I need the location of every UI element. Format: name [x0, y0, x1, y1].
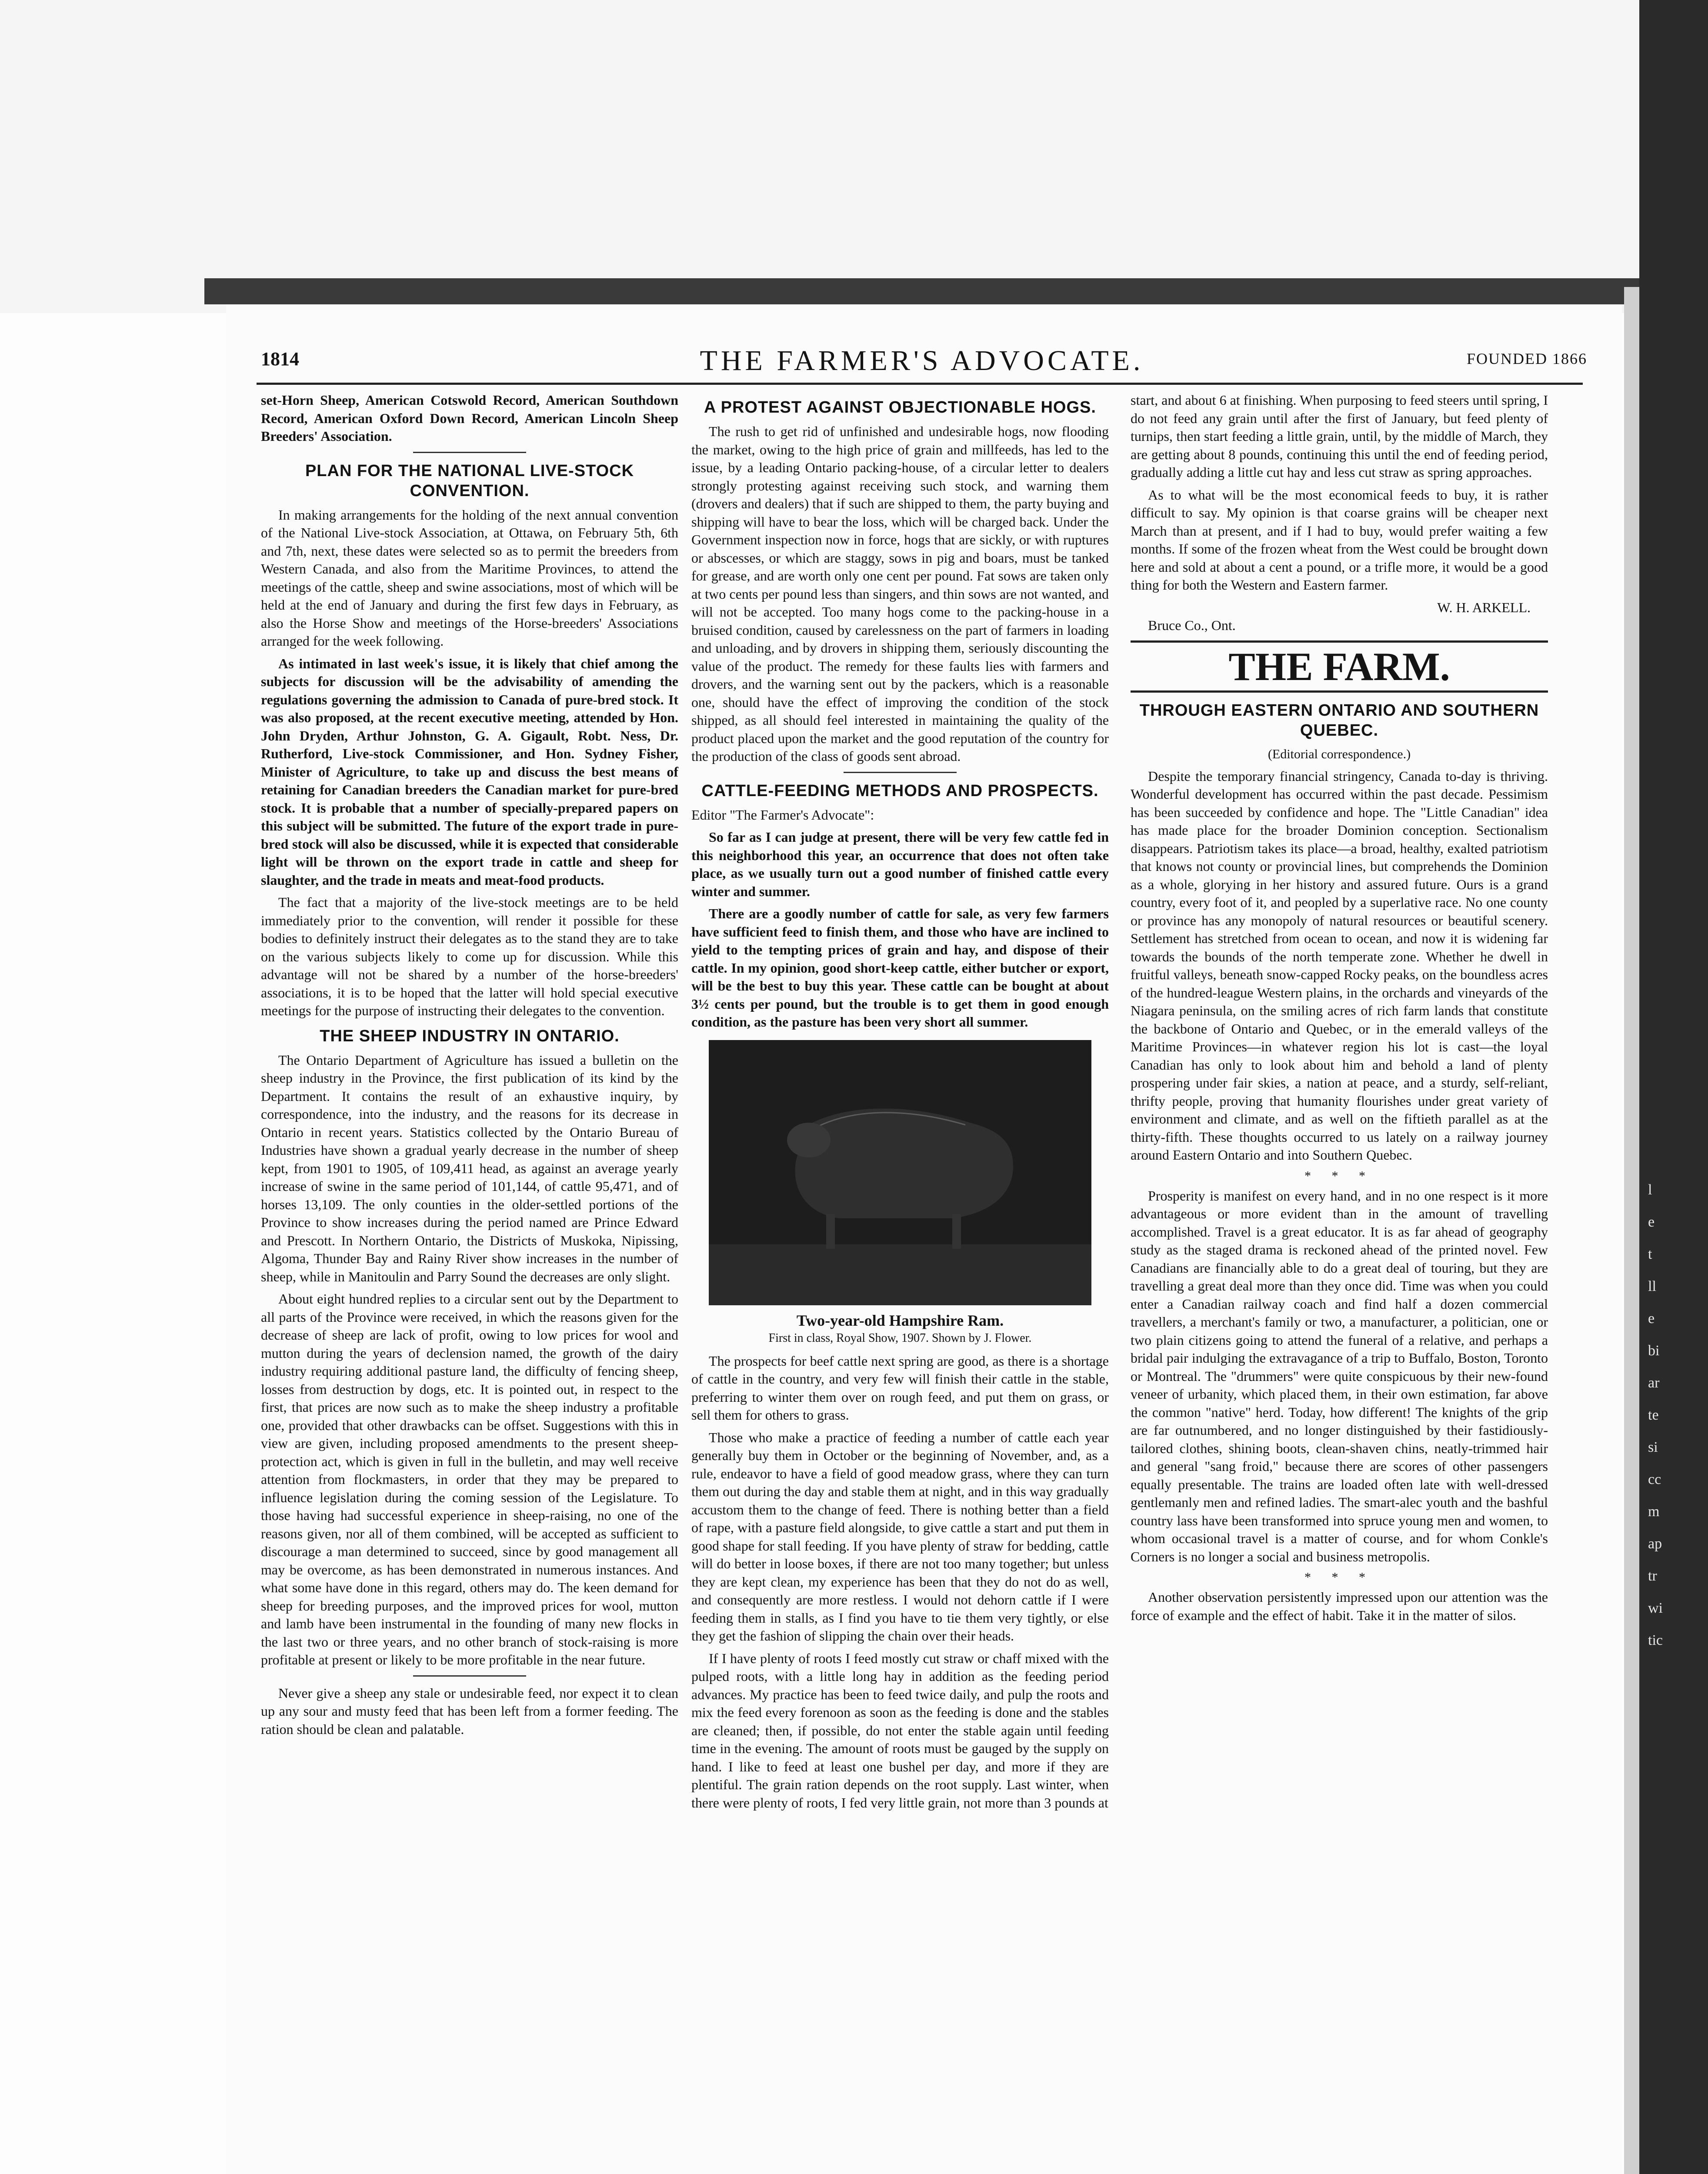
paragraph: The prospects for beef cattle next spring are good, as there is a shortage of cattle in the country, and very few will finish their cattle in the stable, preferring to winter them over on rough feed, and put them on grass, or sell them for others to grass. — [691, 1353, 1109, 1423]
paragraph: About eight hundred replies to a circular sent out by the Department to all parts of the Province were received, in which the reasons given for the decrease of sheep are lack of profit, owing to low prices for wool and mutton during the years of declension named, the growth of the dairy industry requiring additional pasture land, the difficulty of fencing sheep, losses from destruction by dogs, etc. It is pointed out, in respect to the first, that prices are now such as to make the sheep industry a profitable one, provided that other drawbacks can be offset. Suggestions with this in view are given, including proposed amendments to the present sheep-protection act, which is given in full in the bulletin, and may well receive attention from flockmasters, in order that they may be prepared to influence legislation during the coming session of the Legislature. To those having had successful experience in sheep-raising, no one of the reasons given, nor all of them combined, will be accepted as sufficient to discourage a man determined to succeed, since by good management all may be overcome, as has been demonstrated in numerous instances. And what some have done in this regard, others may do. The keen demand for sheep for breeding purposes, and the improved prices for wool, mutton and lamb have been instrumental in the founding of many new flocks in the last two or three years, and no other branch of stock-raising is more profitable at present or likely to be more profitable in the near future. — [261, 1291, 678, 1667]
fragment: te — [1648, 1407, 1659, 1423]
fragment: bi — [1648, 1343, 1660, 1359]
paragraph: Despite the temporary financial stringency, Canada to-day is thriving. Wonderful development has occurred within the past decade. Pessimism has been succeeded by confidence and hope. The "Little Canadian" idea has made place for the broader Dominion conception. Sectionalism disappears. Patriotism takes its place—a broad, healthy, exalted patriotism that knows not county or provincial lines, but comprehends the Dominion as a whole, glorying in her history and assured future. Ours is a grand country, every foot of it, and peopled by a superlative race. No one county or province has any monopoly of natural resources or beautiful scenery. Settlement has stretched from ocean to ocean, and now it is widening far towards the bounds of the north temperate zone. Whether he dwell in fruitful valleys, beneath snow-capped Rocky peaks, on the boundless acres of the hundred-league Western plains, in the orchards and vineyards of the Niagara peninsula, on the smiling acres of rich farm lands that constitute the backbone of Ontario and Quebec, or in the emerald valleys of the Maritime Provinces—in whatever region his lot is cast—the loyal Canadian has only to look about him and behold a land of plenty prospering under fair skies, a nation at peace, and a sturdy, self-reliant, thrifty people, proving that humanity flourishes under great variety of environment and climate, and as well on the fiftieth parallel as at the thirty-fifth. These thoughts occurred to us lately on a railway journey around Eastern Ontario and into Southern Quebec. — [1131, 768, 1548, 1163]
section-stars: * * * — [1304, 1168, 1374, 1183]
headline-eastern-ontario: THROUGH EASTERN ONTARIO AND SOUTHERN QUEBEC. — [1139, 701, 1539, 740]
scan-background-top — [0, 0, 1708, 313]
photo-caption-credit: First in class, Royal Show, 1907. Shown by J. Flower. — [768, 1331, 1032, 1345]
header-rule — [257, 383, 1583, 385]
column-2 — [691, 391, 1109, 1816]
fragment: t — [1648, 1246, 1652, 1262]
column-1 — [261, 391, 678, 1743]
divider — [413, 1675, 526, 1677]
paragraph: The fact that a majority of the live-stock meetings are to be held immediately prior to the convention, will render it possible for these bodies to definitely instruct their delegates as to the stand they are to take on the various subjects likely to come up for discussion. While this advantage will not be shared by a number of the horse-breeders' associations, it is to be hoped that the latter will hold special executive meetings for the purpose of instructing their delegates to the convention. — [261, 894, 678, 1018]
photo-hampshire-ram — [709, 1040, 1091, 1305]
page-number: 1814 — [261, 348, 299, 370]
fragment: l — [1648, 1182, 1652, 1198]
continuation-text: set-Horn Sheep, American Cotswold Record, American Southdown Record, American Oxford Down Record, American Lincoln Sheep Breeders' Association. — [261, 392, 678, 444]
founded-note: FOUNDED 1866 — [1466, 350, 1587, 367]
editorial-note: (Editorial correspondence.) — [1268, 747, 1411, 761]
signature-place: Bruce Co., Ont. — [1148, 617, 1236, 633]
salutation: Editor "The Farmer's Advocate": — [691, 807, 874, 823]
page-header — [244, 343, 1600, 383]
fragment: ar — [1648, 1375, 1660, 1391]
filler-paragraph: Never give a sheep any stale or undesirable feed, nor expect it to clean up any sour and musty feed that has been left from a former feeding. The ration should be clean and palatable. — [261, 1685, 678, 1737]
column-3 — [1131, 391, 1548, 1629]
section-title-the-farm: THE FARM. — [1131, 640, 1548, 693]
paragraph: Prosperity is manifest on every hand, and in no one respect is it more advantageous or more evident than in the amount of travelling accomplished. Travel is a great educator. It is as far ahead of geography study as the staged drama is reckoned ahead of the printed novel. Few Canadians are financially able to do a great deal of touring, but they are travelling a great deal more than they once did. Time was when you could enter a Canadian railway coach and find half a dozen commercial travellers, a merchant's family or two, a manufacturer, a politician, one or two plain citizens going to attend the funeral of a relative, and perhaps a bridal pair indulging the extravagance of a trip to Buffalo, Boston, Toronto or Montreal. The "drummers" were quite conspicuous by their new-found veneer of urbanity, which placed them, in their own estimation, far above the common "native" herd. Today, how different! The knights of the grip are far outnumbered, and no longer distinguished by their fastidiously-tailored clothes, shining boots, clean-shaven chins, neatly-trimmed hair and general "sang froid," because there are scores of other passengers equally presentable. The trains are loaded often late with well-dressed gentlemanly men and refined ladies. The smart-alec youth and the bashful country lass have been transformed into spruce young men and women, to whom occasional travel is a matter of course, and for whom Conkle's Corners is no longer a social and business metropolis. — [1131, 1187, 1548, 1564]
fragment: wi — [1648, 1600, 1663, 1616]
section-stars: * * * — [1304, 1570, 1374, 1584]
scan-background-right — [1639, 0, 1708, 2174]
paragraph: There are a goodly number of cattle for sale, as very few farmers have sufficient feed to finish them, and those who have are inclined to yield to the tempting prices of grain and hay, and dispose of their cattle. In my opinion, good short-keep cattle, either butcher or export, will be the best to buy this year. These cattle can be bought at about 3½ cents per pound, but the trouble is to get them in good enough condition, as the pasture has been very short all summer. — [691, 906, 1109, 1030]
headline-objectionable-hogs: A PROTEST AGAINST OBJECTIONABLE HOGS. — [704, 398, 1096, 417]
paragraph: As to what will be the most economical feeds to buy, it is rather difficult to say. My opinion is that coarse grains will be cheaper next March than at present, and if I had to buy, would prefer waiting a few months. If some of the frozen wheat from the West could be brought down here and sold at about a cent a pound, or a trifle more, it would be a good thing for both the Western and Eastern farmer. — [1131, 487, 1548, 593]
fragment: m — [1648, 1504, 1660, 1520]
headline-livestock-convention: PLAN FOR THE NATIONAL LIVE-STOCK CONVENTION. — [305, 461, 634, 500]
photo-caption-title: Two-year-old Hampshire Ram. — [796, 1311, 1004, 1329]
divider — [413, 452, 526, 453]
fragment: ap — [1648, 1536, 1662, 1552]
masthead: THE FARMER'S ADVOCATE. — [700, 345, 1144, 377]
headline-cattle-feeding: CATTLE-FEEDING METHODS AND PROSPECTS. — [701, 781, 1099, 800]
paragraph: The Ontario Department of Agriculture has issued a bulletin on the sheep industry in the Province, the first publication of its kind by the Department. It contains the result of an exhaustive inquiry, by correspondence, into the industry, and the reasons for its decrease in Ontario in recent years. Statistics collected by the Ontario Bureau of Industries have shown a gradual yearly decrease in the number of sheep kept, from 1901 to 1905, of 109,411 head, as against an average yearly increase of swine in the same period of 101,144, of cattle 95,471, and of horses 13,109. The only counties in the older-settled portions of the Province to show increases during the period named are Prince Edward and Prescott. In Northern Ontario, the Districts of Muskoka, Nipissing, Algoma, Thunder Bay and Rainy River show increases in the number of sheep, while in Manitoulin and Parry Sound the decreases are only slight. — [261, 1052, 678, 1284]
signature-name: W. H. ARKELL. — [1437, 599, 1531, 615]
paragraph: So far as I can judge at present, there will be very few cattle fed in this neighborhood this year, an occurrence that does not often take place, as we usually turn out a good number of finished cattle every winter and summer. — [691, 829, 1109, 899]
ram-photo-image — [709, 1040, 1091, 1305]
paragraph: If I have plenty of roots I feed mostly cut straw or chaff mixed with the pulped roots, with a little long hay in addition as the feeding period advances. My practice has been to feed twice daily, and pulp the roots and mix the feed every forenoon as soon as the feeding is done and the stables are cleaned; then, if possible, do not enter the stable again until feeding time in the evening. The amount of roots must be gauged by the supply on hand. I like to feed at least one bushel per day, and more if they are plentiful. The grain ration depends on the root supply. Last winter, when there were plenty of roots, I fed very little grain, not more than 3 pounds at — [691, 1650, 1109, 1811]
scan-shadow-top — [204, 278, 1639, 304]
fragment: si — [1648, 1439, 1658, 1455]
paragraph: Those who make a practice of feeding a number of cattle each year generally buy them in October or the beginning of November, and, as a rule, endeavor to have a field of good meadow grass, where they can turn them out during the day and stable them at night, and in this way gradually accustom them to the change of feed. There is nothing better than a field of rape, with a pasture field alongside, to give cattle a start and put them in good shape for stall feeding. If you have plenty of straw for bedding, cattle will do better in loose boxes, if there are not too many together; but unless they are kept clean, my experience has been that they do not do as well, and consequently are more restless. I would not dehorn cattle if I were feeding them in stalls, as I find you have to tie them very tightly, or else they get the fashion of slipping the chain over their heads. — [691, 1429, 1109, 1644]
paragraph: As intimated in last week's issue, it is likely that chief among the subjects for discussion will be the advisability of amending the regulations governing the admission to Canada of pure-bred stock. It was also proposed, at the recent executive meeting, attended by Hon. John Dryden, Arthur Johnston, G. A. Gigault, Robt. Ness, Dr. Rutherford, Live-stock Commissioner, and Hon. Sydney Fisher, Minister of Agriculture, to take up and discuss the best means of retaining for Canadian breeders the Canadian market for pure-bred stock. It is probable that a number of specially-prepared papers on this subject will be submitted. The future of the export trade in pure-bred stock will also be discussed, while it is expected that considerable light will be thrown on the export trade in cattle and sheep for slaughter, and the trade in meats and meat-food products. — [261, 655, 678, 888]
paragraph: In making arrangements for the holding of the next annual convention of the National Live-stock Association, at Ottawa, on February 5th, 6th and 7th, next, these dates were selected so as to permit the breeders from Western Canada, and also from the Maritime Provinces, to attend the meetings of the cattle, sheep and swine associations, most of which will be held at the end of January and during the first few days in February, as also the Horse Show and meetings of the Horse-breeders' Associations arranged for the week following. — [261, 507, 678, 649]
fragment: ll — [1648, 1278, 1656, 1294]
divider — [844, 772, 957, 773]
adjacent-page-fragments — [1648, 1174, 1700, 1657]
fragment: tr — [1648, 1568, 1657, 1584]
headline-sheep-industry: THE SHEEP INDUSTRY IN ONTARIO. — [320, 1027, 620, 1045]
paragraph: start, and about 6 at finishing. When purposing to feed steers until spring, I do not feed any grain until after the first of January, but feed plenty of turnips, then start feeding a little grain, until, by the middle of March, they are getting about 8 pounds, continuing this until the end of feeding period, gradually adding a little cut hay and less cut straw as spring approaches. — [1131, 392, 1548, 480]
fragment: e — [1648, 1214, 1655, 1230]
fragment: e — [1648, 1310, 1655, 1327]
fragment: cc — [1648, 1471, 1661, 1487]
paragraph: The rush to get rid of unfinished and undesirable hogs, now flooding the market, owing to the high price of grain and millfeeds, has led to the issue, by a leading Ontario packing-house, of a circular letter to dealers strongly protesting against receiving such stock, and warning them (drovers and dealers) that if such are shipped to them, the party buying and shipping will have to bear the loss, which will be charged back. Under the Government inspection now in force, hogs that are sickly, or with ruptures or abscesses, or which are staggy, sows in pig and boars, must be tanked for grease, and are worth only one cent per pound. Fat sows are taken only at two cents per pound less than singers, and thin sows are not wanted, and will not be accepted. Too many hogs come to the packing-house in a bruised condition, caused by carelessness on the part of farmers in loading and unloading, and by drovers in shipping them, seriously discounting the value of the product. The remedy for these faults lies with farmers and drovers, and the warning sent out by the packers, which is a reasonable one, should have the effect of improving the condition of the stock shipped, as all should feel interested in maintaining the quality of the product placed upon the market and the good reputation of the country for the production of the class of goods sent abroad. — [691, 423, 1109, 764]
paragraph: Another observation persistently impressed upon our attention was the force of example and the effect of habit. Take it in the matter of silos. — [1131, 1589, 1548, 1623]
fragment: tic — [1648, 1632, 1663, 1648]
